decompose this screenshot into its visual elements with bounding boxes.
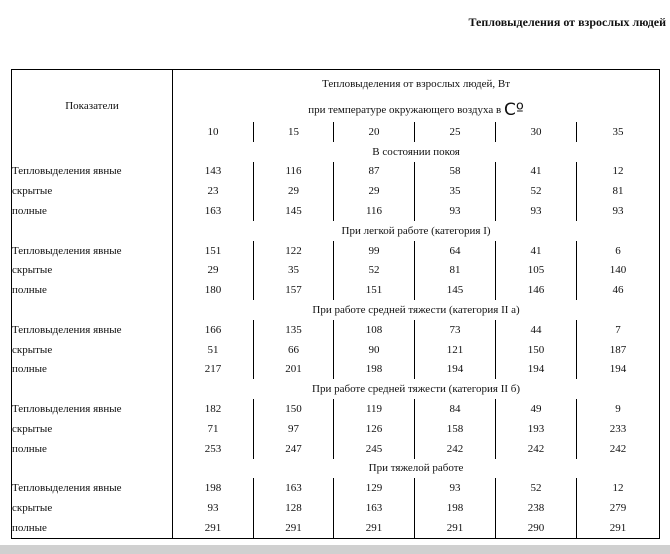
table-cell: 9 <box>577 399 660 419</box>
temperature-unit: Cº <box>503 100 524 120</box>
table-cell: 166 <box>173 320 254 340</box>
table-cell: 180 <box>173 280 254 300</box>
table-cell: 242 <box>496 439 577 459</box>
table-cell: 121 <box>415 340 496 360</box>
table-row <box>12 280 660 300</box>
table-cell: 194 <box>496 360 577 380</box>
table-row <box>12 518 660 538</box>
table-cell: 12 <box>577 478 660 498</box>
table-cell: 66 <box>254 340 334 360</box>
row-label: полные <box>12 360 173 380</box>
table-cell: 145 <box>254 201 334 221</box>
table-cell: 290 <box>496 518 577 538</box>
table-cell: 52 <box>496 478 577 498</box>
temperature-col-2: 20 <box>334 122 415 142</box>
temperature-col-1: 15 <box>254 122 334 142</box>
table-cell: 81 <box>577 181 660 201</box>
table-cell: 187 <box>577 340 660 360</box>
table-cell: 93 <box>577 201 660 221</box>
row-label: скрытые <box>12 498 173 518</box>
table-cell: 217 <box>173 360 254 380</box>
temperature-col-3: 25 <box>415 122 496 142</box>
bottom-scrollbar-strip <box>0 545 670 554</box>
table-cell: 198 <box>173 478 254 498</box>
table-cell: 52 <box>334 261 415 281</box>
row-label: Тепловыделения явные <box>12 162 173 182</box>
table-row <box>12 419 660 439</box>
table-cell: 44 <box>496 320 577 340</box>
row-label: полные <box>12 518 173 538</box>
table-cell: 81 <box>415 261 496 281</box>
table-cell: 146 <box>496 280 577 300</box>
table-cell: 242 <box>415 439 496 459</box>
table-cell: 7 <box>577 320 660 340</box>
table-cell: 93 <box>173 498 254 518</box>
table-cell: 90 <box>334 340 415 360</box>
main-header: Тепловыделения от взрослых людей, Вт <box>173 70 660 99</box>
table-cell: 163 <box>254 478 334 498</box>
table-cell: 245 <box>334 439 415 459</box>
header-row <box>12 70 660 99</box>
row-label: скрытые <box>12 181 173 201</box>
table-cell: 99 <box>334 241 415 261</box>
table-cell: 108 <box>334 320 415 340</box>
table-cell: 151 <box>173 241 254 261</box>
row-label: Тепловыделения явные <box>12 320 173 340</box>
table-cell: 193 <box>496 419 577 439</box>
table-cell: 233 <box>577 419 660 439</box>
temperature-subheader-text: при температуре окружающего воздуха в <box>308 104 502 116</box>
table-row <box>12 320 660 340</box>
table-cell: 151 <box>334 280 415 300</box>
table-row <box>12 241 660 261</box>
table-cell: 145 <box>415 280 496 300</box>
temperature-col-5: 35 <box>577 122 660 142</box>
row-label: полные <box>12 439 173 459</box>
table-row <box>12 360 660 380</box>
table-cell: 163 <box>173 201 254 221</box>
section-title: В состоянии покоя <box>173 142 660 162</box>
table-cell: 49 <box>496 399 577 419</box>
table-cell: 128 <box>254 498 334 518</box>
section-row <box>12 300 660 320</box>
table-cell: 116 <box>334 201 415 221</box>
row-label: скрытые <box>12 419 173 439</box>
table-cell: 291 <box>173 518 254 538</box>
table-cell: 291 <box>254 518 334 538</box>
section-row <box>12 459 660 479</box>
section-row <box>12 221 660 241</box>
section-row <box>12 142 660 162</box>
table-row <box>12 181 660 201</box>
row-label: полные <box>12 280 173 300</box>
table-cell: 46 <box>577 280 660 300</box>
table-cell: 64 <box>415 241 496 261</box>
table-cell: 157 <box>254 280 334 300</box>
table-cell: 158 <box>415 419 496 439</box>
table-cell: 73 <box>415 320 496 340</box>
table-cell: 29 <box>334 181 415 201</box>
table-cell: 201 <box>254 360 334 380</box>
section-spacer <box>12 221 173 241</box>
table-cell: 150 <box>496 340 577 360</box>
section-title: При легкой работе (категория I) <box>173 221 660 241</box>
table-cell: 291 <box>334 518 415 538</box>
section-title: При работе средней тяжести (категория II а) <box>173 300 660 320</box>
section-row <box>12 379 660 399</box>
table-cell: 253 <box>173 439 254 459</box>
table-row <box>12 261 660 281</box>
table-cell: 140 <box>577 261 660 281</box>
table-cell: 58 <box>415 162 496 182</box>
table-cell: 93 <box>415 201 496 221</box>
table-cell: 126 <box>334 419 415 439</box>
table-cell: 122 <box>254 241 334 261</box>
document-title: Тепловыделения от взрослых людей <box>468 15 666 29</box>
table-cell: 35 <box>415 181 496 201</box>
heat-emission-table <box>11 69 660 539</box>
table-cell: 291 <box>415 518 496 538</box>
table-cell: 23 <box>173 181 254 201</box>
table-cell: 51 <box>173 340 254 360</box>
table-cell: 116 <box>254 162 334 182</box>
table-cell: 194 <box>577 360 660 380</box>
table-cell: 71 <box>173 419 254 439</box>
section-spacer <box>12 459 173 479</box>
row-label: скрытые <box>12 261 173 281</box>
table-cell: 29 <box>254 181 334 201</box>
table-cell: 12 <box>577 162 660 182</box>
table-cell: 129 <box>334 478 415 498</box>
section-title: При работе средней тяжести (категория II б) <box>173 379 660 399</box>
row-label: скрытые <box>12 340 173 360</box>
table-cell: 238 <box>496 498 577 518</box>
table-cell: 97 <box>254 419 334 439</box>
table-cell: 105 <box>496 261 577 281</box>
table-cell: 93 <box>415 478 496 498</box>
table-row <box>12 478 660 498</box>
table-row <box>12 340 660 360</box>
table-cell: 6 <box>577 241 660 261</box>
table-row <box>12 439 660 459</box>
indicators-header: Показатели <box>12 70 173 142</box>
table-row <box>12 201 660 221</box>
table-cell: 163 <box>334 498 415 518</box>
table-cell: 247 <box>254 439 334 459</box>
section-spacer <box>12 300 173 320</box>
section-spacer <box>12 379 173 399</box>
table-cell: 84 <box>415 399 496 419</box>
row-label: Тепловыделения явные <box>12 478 173 498</box>
table-row <box>12 162 660 182</box>
table-cell: 291 <box>577 518 660 538</box>
table-cell: 242 <box>577 439 660 459</box>
table-cell: 41 <box>496 241 577 261</box>
temperature-subheader <box>173 98 660 122</box>
row-label: Тепловыделения явные <box>12 399 173 419</box>
table-cell: 143 <box>173 162 254 182</box>
table-row <box>12 498 660 518</box>
table-cell: 182 <box>173 399 254 419</box>
table-cell: 41 <box>496 162 577 182</box>
table-cell: 29 <box>173 261 254 281</box>
table-cell: 198 <box>415 498 496 518</box>
row-label: Тепловыделения явные <box>12 241 173 261</box>
row-label: полные <box>12 201 173 221</box>
table-cell: 150 <box>254 399 334 419</box>
table-row <box>12 399 660 419</box>
table-cell: 119 <box>334 399 415 419</box>
table-cell: 198 <box>334 360 415 380</box>
temperature-col-4: 30 <box>496 122 577 142</box>
table-cell: 93 <box>496 201 577 221</box>
table-cell: 35 <box>254 261 334 281</box>
section-title: При тяжелой работе <box>173 459 660 479</box>
table-cell: 194 <box>415 360 496 380</box>
table-cell: 52 <box>496 181 577 201</box>
table-cell: 279 <box>577 498 660 518</box>
table-cell: 135 <box>254 320 334 340</box>
temperature-col-0: 10 <box>173 122 254 142</box>
table-cell: 87 <box>334 162 415 182</box>
section-spacer <box>12 142 173 162</box>
